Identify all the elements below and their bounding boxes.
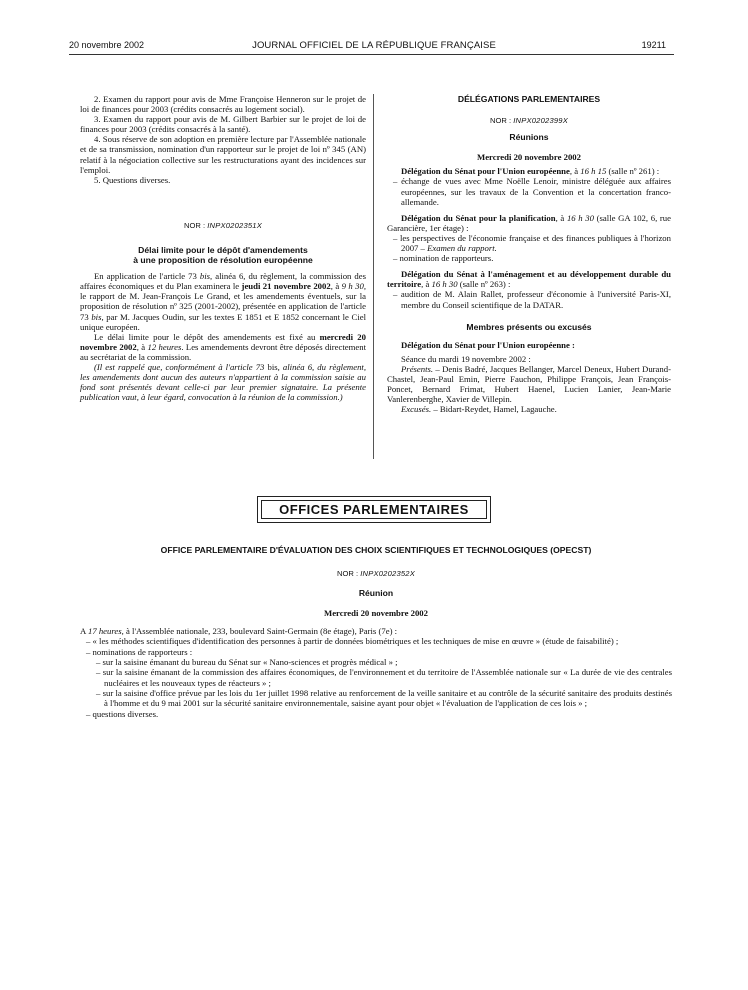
- header-date: 20 novembre 2002: [69, 40, 145, 50]
- opecst-section: [80, 545, 672, 719]
- amenagement-item: – audition de M. Alain Rallet, professeur d'économie à l'université Paris-XI, membre du Conseil scientifique de la DATAR.: [393, 289, 671, 310]
- seance-date: Séance du mardi 19 novembre 2002 :: [401, 353, 531, 364]
- nor-reference-bottom: NOR : INPX0202352X: [337, 569, 415, 579]
- delegation-amenagement: Délégation du Sénat à l'aménagement et au développement durable du territoire, à 16 h 30 (salle nº 263) :: [387, 269, 671, 290]
- planification-item-1: – les perspectives de l'économie française et des finances publiques à l'horizon 2007 – Examen du rapport.: [393, 232, 671, 254]
- meeting-date: Mercredi 20 novembre 2002: [477, 152, 581, 163]
- column-divider: [373, 94, 374, 459]
- membres-delegation: Délégation du Sénat pour l'Union européenne :: [401, 339, 575, 350]
- delegation-ue: Délégation du Sénat pour l'Union européenne, à 16 h 15 (salle nº 261) :: [401, 166, 660, 177]
- opecst-subitem-3: – sur la saisine d'office prévue par les lois du 1er juillet 1998 relative au renforcement de la veille sanitaire et au contrôle de la sécurité sanitaire des produits destinés à l'homme et du 9 mai 2001 sur la sécurité sanitaire environnementale, saisine ayant pour objet « l'évaluation de l'application de ces lois » ;: [96, 687, 672, 709]
- paragraph-application: En application de l'article 73 bis, alinéa 6, du règlement, la commission des affaires économiques et du Plan examinera le jeudi 21 novembre 2002, à 9 h 30, le rapport de M. Jean-François Le Grand, et les amendements éventuels, sur la proposition de résolution nº 325 (2001-2002), présentée en application de l'article 73 bis, par M. Jacques Oudin, sur les textes E 1851 et E 1852 concernant le Ciel unique européen.: [80, 271, 367, 332]
- opecst-intro: A 17 heures, à l'Assemblée nationale, 233, boulevard Saint-Germain (8e étage), Paris (7e) :: [80, 626, 398, 637]
- offices-box: [257, 496, 491, 523]
- right-column: [387, 94, 671, 414]
- agenda-item-4: 4. Sous réserve de son adoption en première lecture par l'Assemblée nationale et de sa transmission, nomination d'un rapporteur sur le projet de loi nº 345 (AN) relatif à la négociation collective sur les restructurations ayant des incidences sur l'emploi.: [80, 134, 366, 175]
- left-column: [80, 94, 366, 402]
- nor-code: INPX0202352X: [360, 569, 415, 579]
- planification-item-2: – nomination de rapporteurs.: [393, 253, 494, 264]
- agenda-item-2: 2. Examen du rapport pour avis de Mme Françoise Henneron sur le projet de loi de finances pour 2003 (crédits consacrés au logement social).: [80, 94, 366, 115]
- delegations-title: DÉLÉGATIONS PARLEMENTAIRES: [457, 94, 601, 104]
- presents-list: Présents. – Denis Badré, Jacques Bellanger, Marcel Deneux, Hubert Durand-Chastel, Jean-Paul Emin, Pierre Fauchon, Philippe François, Jean François-Poncet, Bernard Frimat, Hubert Haenel, Lucien Lanier, Jean-Marie Vanlerenberghe, Xavier de Villepin.: [387, 363, 671, 405]
- reunions-heading: Réunions: [509, 132, 549, 143]
- opecst-item-3: – questions diverses.: [86, 708, 159, 719]
- excuses-list: Excusés. – Bidart-Reydet, Hamel, Lagauche.: [401, 404, 557, 415]
- reunion-heading: Réunion: [358, 587, 394, 598]
- offices-box-title: OFFICES PARLEMENTAIRES: [261, 500, 487, 519]
- journal-title: JOURNAL OFFICIEL DE LA RÉPUBLIQUE FRANÇAISE: [252, 40, 496, 51]
- nor-reference-left: NOR : INPX0202351X: [184, 220, 262, 230]
- opecst-item-1: – « les méthodes scientifiques d'identification des personnes à partir de données biométriques et les techniques de mise en œuvre » (étude de faisabilité) ;: [86, 636, 619, 647]
- nor-reference-right: NOR : INPX0202399X: [490, 116, 568, 126]
- nor-code: INPX0202351X: [207, 220, 262, 230]
- delegation-ue-item: – échange de vues avec Mme Noëlle Lenoir, ministre déléguée aux affaires européennes, sur les travaux de la Convention et la concertation franco-allemande.: [393, 176, 671, 207]
- opecst-subitem-2: – sur la saisine émanant de la commission des affaires économiques, de l'environnement et du territoire de l'Assemblée nationale sur « La durée de vie des centrales nucléaires et les nouveaux types de réacteurs » ;: [96, 667, 672, 688]
- agenda-item-3: 3. Examen du rapport pour avis de M. Gilbert Barbier sur le projet de loi de finances pour 2003 (crédits consacrés à la santé).: [80, 114, 366, 135]
- paragraph-delai: Le délai limite pour le dépôt des amendements est fixé au mercredi 20 novembre 2002, à 12 heures. Les amendements devront être déposés directement au secrétariat de la commission.: [80, 331, 367, 362]
- nor-code: INPX0202399X: [513, 116, 568, 126]
- section-heading-delai: Délai limite pour le dépôt d'amendements à une proposition de résolution européenne: [133, 244, 313, 266]
- opecst-title: OFFICE PARLEMENTAIRE D'ÉVALUATION DES CHOIX SCIENTIFIQUES ET TECHNOLOGIQUES (OPECST): [160, 545, 592, 555]
- opecst-date: Mercredi 20 novembre 2002: [324, 607, 428, 618]
- opecst-subitem-1: – sur la saisine émanant du bureau du Sénat sur « Nano-sciences et progrès médical » ;: [96, 657, 398, 668]
- agenda-item-5: 5. Questions diverses.: [94, 174, 171, 185]
- paragraph-note: (Il est rappelé que, conformément à l'article 73 bis, alinéa 6, du règlement, les amendements dont aucun des auteurs n'appartient à la commission saisie au fond sont présentés devant celle-ci par leur premier signataire. La présente publication vaut, à leur égard, convocation à la réunion de la commission.): [80, 361, 366, 403]
- delegation-planification: Délégation du Sénat pour la planification, à 16 h 30 (salle GA 102, 6, rue Garancière, 1er étage) :: [387, 212, 672, 233]
- page-number: 19211: [641, 40, 666, 50]
- membres-heading: Membres présents ou excusés: [466, 321, 592, 332]
- header-rule: [69, 54, 674, 55]
- opecst-item-2: – nominations de rapporteurs :: [86, 646, 193, 657]
